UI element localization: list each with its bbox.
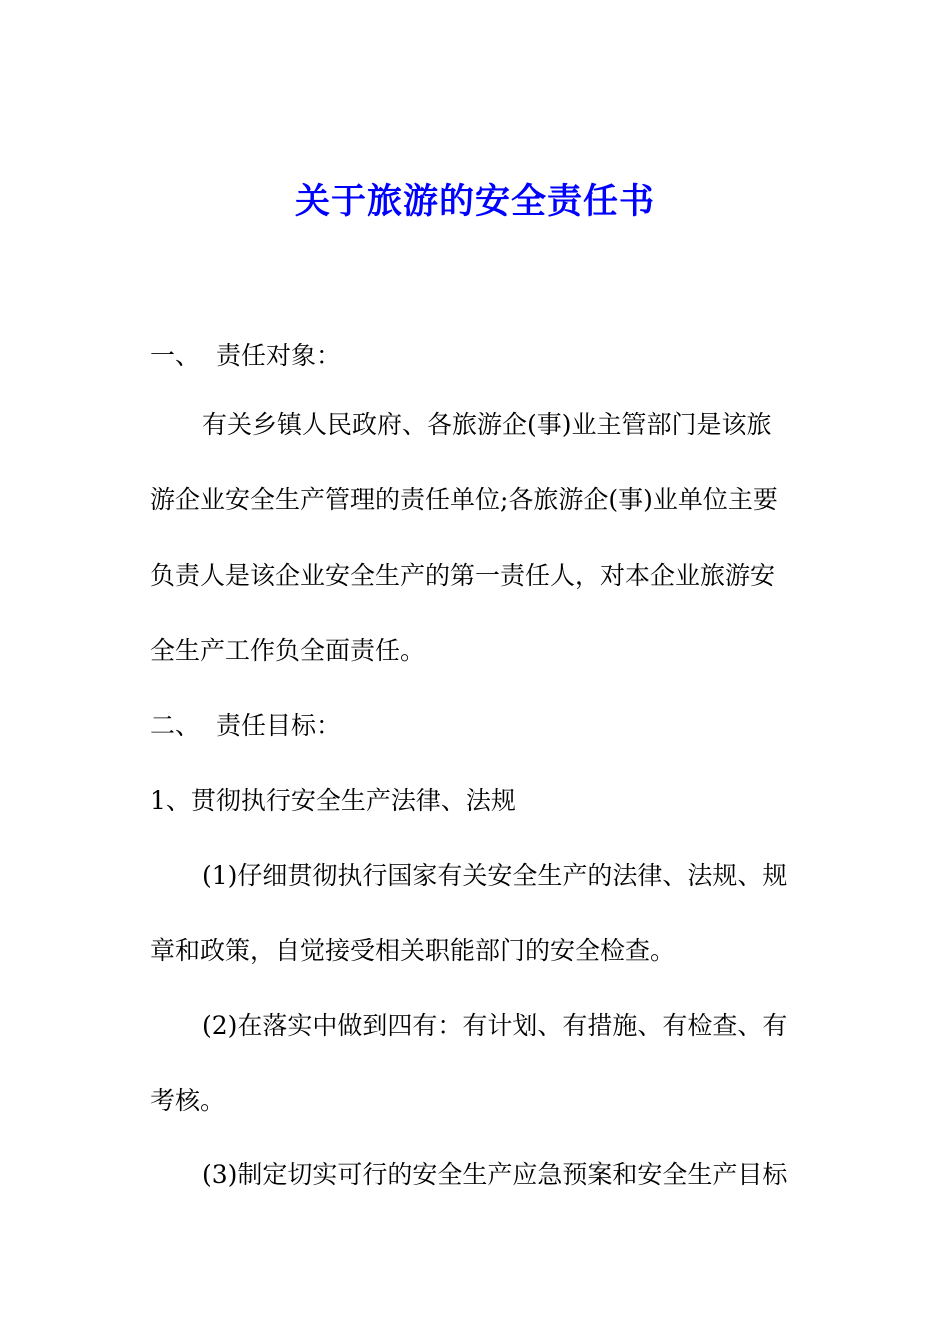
sub-item-line: (3)制定切实可行的安全生产应急预案和安全生产目标 xyxy=(202,1160,788,1189)
paragraph-line: 有关乡镇人民政府、各旅游企(事)业主管部门是该旅 xyxy=(202,410,772,439)
sub-item-line: (1)仔细贯彻执行国家有关安全生产的法律、法规、规 xyxy=(202,861,788,890)
section2-number: 二、 xyxy=(150,711,201,740)
section2-heading xyxy=(150,708,341,744)
section1-heading-text: 责任对象： xyxy=(216,341,342,370)
section2-heading-text: 责任目标： xyxy=(216,711,342,740)
section1-number: 一、 xyxy=(150,341,201,370)
section1-heading xyxy=(150,338,341,374)
paragraph-line: 游企业安全生产管理的责任单位;各旅游企(事)业单位主要 xyxy=(150,485,778,514)
paragraph-line: 负责人是该企业安全生产的第一责任人，对本企业旅游安 xyxy=(150,561,776,590)
sub-item-line: 章和政策，自觉接受相关职能部门的安全检查。 xyxy=(150,936,676,965)
item1-title: 1、贯彻执行安全生产法律、法规 xyxy=(150,786,516,815)
paragraph-line: 全生产工作负全面责任。 xyxy=(150,636,426,665)
sub-item-line: 考核。 xyxy=(150,1086,226,1115)
document-title: 关于旅游的安全责任书 xyxy=(294,181,655,222)
sub-item-line: (2)在落实中做到四有：有计划、有措施、有检查、有 xyxy=(202,1011,788,1040)
